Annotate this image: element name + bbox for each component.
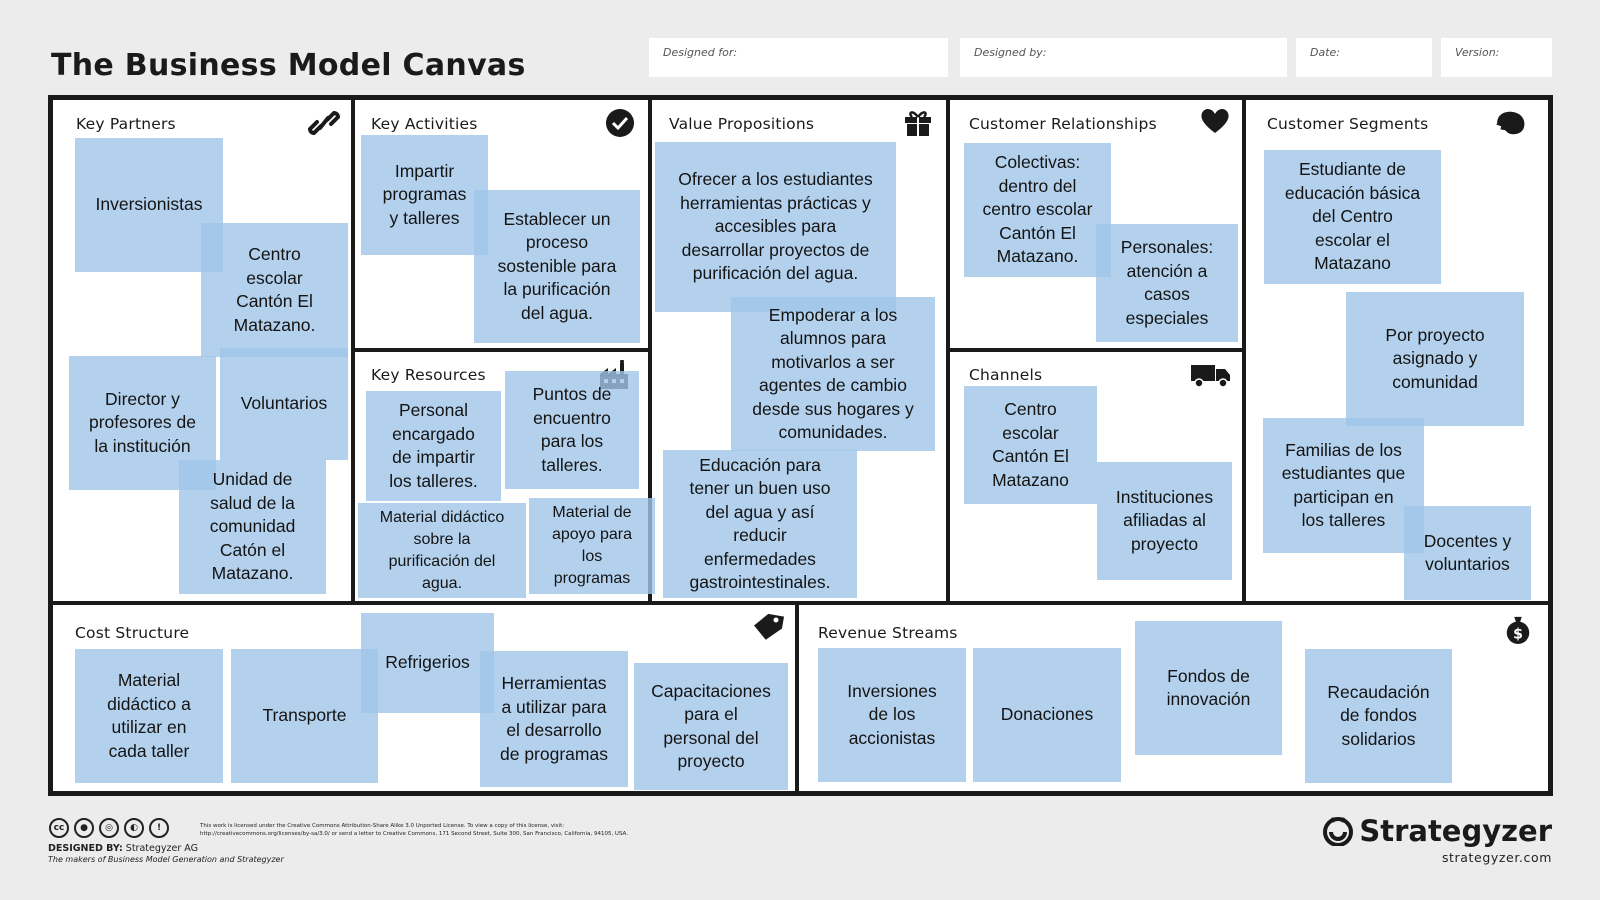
sticky-note[interactable]: Capacitaciones para el personal del proyecto: [634, 663, 788, 790]
strategyzer-mark-icon: [1321, 816, 1355, 846]
license-text-line1: This work is licensed under the Creative Commons Attribution-Share Alike 3.0 Unported License. To view a copy of this license, visit:: [200, 823, 565, 829]
sticky-note[interactable]: Unidad de salud de la comunidad Catón el Matazano.: [179, 460, 326, 594]
designed-by-label: Designed by:: [974, 46, 1047, 59]
sticky-note[interactable]: Familias de los estudiantes que participan en los talleres: [1263, 418, 1424, 553]
svg-text:$: $: [1513, 626, 1523, 643]
sticky-note[interactable]: Director y profesores de la institución: [69, 356, 216, 490]
sticky-note[interactable]: Material didáctico a utilizar en cada taller: [75, 649, 223, 783]
version-field[interactable]: [1441, 38, 1552, 77]
channels-title: Channels: [969, 366, 1043, 384]
price-tag-icon: [752, 612, 784, 642]
sticky-note[interactable]: Educación para tener un buen uso del agua y así reducir enfermedades gastrointestinales.: [663, 450, 857, 598]
checkmark-icon: [604, 108, 636, 138]
version-label: Version:: [1455, 46, 1500, 59]
key-activities-title: Key Activities: [371, 115, 478, 133]
value-propositions-title: Value Propositions: [669, 115, 815, 133]
designed-by-credit-value: Strategyzer AG: [125, 843, 198, 854]
sticky-note[interactable]: Transporte: [231, 649, 378, 783]
page-title: The Business Model Canvas: [51, 48, 526, 83]
revenue-streams-title: Revenue Streams: [818, 624, 958, 642]
date-label: Date:: [1310, 46, 1340, 59]
divider: [52, 601, 1549, 605]
sticky-note[interactable]: Impartir programas y talleres: [361, 135, 488, 255]
truck-icon: [1190, 359, 1232, 389]
noncommercial-icon: ◐: [124, 818, 144, 838]
sticky-note[interactable]: Donaciones: [973, 648, 1121, 782]
sticky-note[interactable]: Personales: atención a casos especiales: [1096, 224, 1238, 342]
sticky-note[interactable]: Centro escolar Cantón El Matazano: [964, 386, 1097, 504]
attribution-icon: ●: [74, 818, 94, 838]
designed-for-field[interactable]: [649, 38, 948, 77]
cc-icon: cc: [49, 818, 69, 838]
money-bag-icon: [1502, 614, 1534, 644]
brand-url[interactable]: strategyzer.com: [1441, 850, 1552, 865]
sticky-note[interactable]: Docentes y voluntarios: [1404, 506, 1531, 600]
sticky-note[interactable]: Refrigerios: [361, 613, 494, 713]
sticky-note[interactable]: Centro escolar Cantón El Matazano.: [201, 223, 348, 357]
sticky-note[interactable]: Establecer un proceso sostenible para la purificación del agua.: [474, 190, 640, 343]
gift-icon: [902, 107, 934, 137]
sticky-note[interactable]: Inversionistas: [75, 138, 223, 272]
designed-by-field[interactable]: [960, 38, 1287, 77]
brand-name: Strategyzer: [1359, 814, 1552, 848]
divider: [946, 348, 1243, 352]
sticky-note[interactable]: Estudiante de educación básica del Centro escolar el Matazano: [1264, 150, 1441, 284]
license-text-line2: http://creativecommons.org/licenses/by-sa/3.0/ or send a letter to Creative Commons, 171 Second Street, Suite 300, San Francisco, California, 94105, USA.: [200, 831, 628, 837]
sticky-note[interactable]: Voluntarios: [220, 348, 348, 460]
sticky-note[interactable]: Fondos de innovación: [1135, 621, 1282, 755]
info-icon: !: [149, 818, 169, 838]
license-icons: [49, 818, 169, 838]
sticky-note[interactable]: Inversiones de los accionistas: [818, 648, 966, 782]
key-partners-title: Key Partners: [76, 115, 176, 133]
sticky-note[interactable]: Material didáctico sobre la purificación del agua.: [358, 503, 526, 598]
heart-icon: [1199, 106, 1231, 136]
sticky-note[interactable]: Colectivas: dentro del centro escolar Cantón El Matazano.: [964, 143, 1111, 277]
sticky-note[interactable]: Recaudación de fondos solidarios: [1305, 649, 1452, 783]
key-resources-title: Key Resources: [371, 366, 486, 384]
head-icon: [1494, 108, 1526, 138]
sticky-note[interactable]: Herramientas a utilizar para el desarrollo de programas: [480, 651, 628, 787]
customer-segments-title: Customer Segments: [1267, 115, 1429, 133]
sticky-note[interactable]: Material de apoyo para los programas: [529, 498, 655, 594]
designed-for-label: Designed for:: [663, 46, 738, 59]
tagline: The makers of Business Model Generation and Strategyzer: [48, 855, 284, 864]
sticky-note[interactable]: Por proyecto asignado y comunidad: [1346, 292, 1524, 426]
strategyzer-logo: [1321, 814, 1552, 848]
date-field[interactable]: [1296, 38, 1432, 77]
sticky-note[interactable]: Empoderar a los alumnos para motivarlos a ser agentes de cambio desde sus hogares y comunidades.: [731, 297, 935, 451]
share-alike-icon: ◎: [99, 818, 119, 838]
divider: [351, 348, 649, 352]
customer-relationships-title: Customer Relationships: [969, 115, 1157, 133]
sticky-note[interactable]: Puntos de encuentro para los talleres.: [505, 371, 639, 489]
designed-by-credit-label: DESIGNED BY:: [48, 843, 123, 854]
sticky-note[interactable]: Ofrecer a los estudiantes herramientas prácticas y accesibles para desarrollar proyectos de purificación del agua.: [655, 142, 896, 312]
link-icon: [308, 108, 340, 138]
sticky-note[interactable]: Personal encargado de impartir los talleres.: [366, 391, 501, 501]
divider: [795, 603, 799, 793]
sticky-note[interactable]: Instituciones afiliadas al proyecto: [1097, 462, 1232, 580]
cost-structure-title: Cost Structure: [75, 624, 190, 642]
designed-by-credit: [48, 843, 198, 854]
